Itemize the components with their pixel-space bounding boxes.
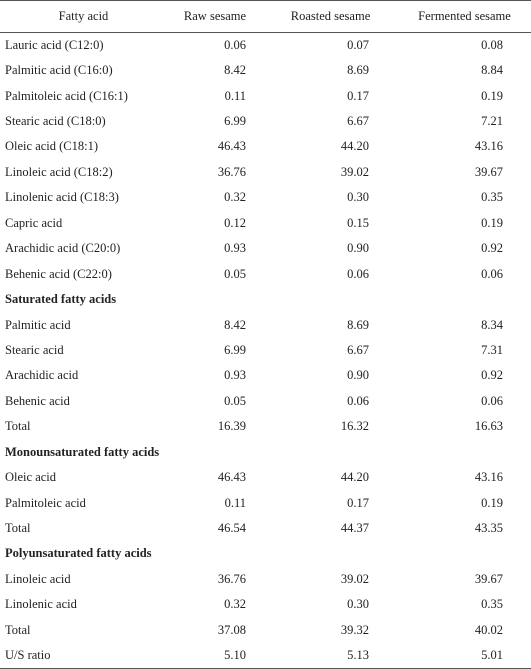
table-header xyxy=(0,1,531,33)
table-row xyxy=(0,236,531,261)
table-row xyxy=(0,109,531,134)
raw-sesame-value: 8.42 xyxy=(224,317,246,332)
fermented-sesame-value: 0.35 xyxy=(481,597,503,612)
raw-sesame-value: 0.32 xyxy=(224,597,246,612)
raw-sesame-value: 46.43 xyxy=(217,470,246,485)
roasted-sesame-value: 39.02 xyxy=(340,164,369,179)
roasted-sesame-value: 39.02 xyxy=(340,571,369,586)
raw-sesame-value: 46.43 xyxy=(217,139,246,154)
table-row xyxy=(0,516,531,541)
row-label: Linolenic acid xyxy=(5,597,77,612)
raw-sesame-value: 36.76 xyxy=(217,164,246,179)
row-label: Lauric acid (C12:0) xyxy=(5,37,104,52)
raw-sesame-value: 0.32 xyxy=(224,190,246,205)
row-label: Oleic acid xyxy=(5,470,57,485)
raw-sesame-value: 46.54 xyxy=(217,521,246,536)
row-label: Linoleic acid xyxy=(5,571,71,586)
raw-sesame-value: 0.11 xyxy=(224,495,246,510)
fermented-sesame-value: 43.16 xyxy=(474,139,503,154)
section-title: Saturated fatty acids xyxy=(5,292,117,307)
raw-sesame-value: 0.06 xyxy=(224,37,246,52)
section-header-row xyxy=(0,287,531,312)
fermented-sesame-value: 43.16 xyxy=(474,470,503,485)
row-label: Total xyxy=(5,419,31,434)
row-label: Total xyxy=(5,622,31,637)
roasted-sesame-value: 8.69 xyxy=(347,317,369,332)
fermented-sesame-value: 0.19 xyxy=(481,215,503,230)
row-label: Arachidic acid xyxy=(5,368,79,383)
fermented-sesame-value: 0.92 xyxy=(481,368,503,383)
fermented-sesame-value: 39.67 xyxy=(474,164,503,179)
raw-sesame-value: 6.99 xyxy=(224,114,246,129)
raw-sesame-value: 6.99 xyxy=(224,342,246,357)
raw-sesame-value: 0.11 xyxy=(224,88,246,103)
section-header-row xyxy=(0,440,531,465)
roasted-sesame-value: 44.20 xyxy=(340,470,369,485)
row-label: Behenic acid (C22:0) xyxy=(5,266,112,281)
roasted-sesame-value: 16.32 xyxy=(340,419,369,434)
table-row xyxy=(0,465,531,490)
raw-sesame-value: 0.93 xyxy=(224,368,246,383)
raw-sesame-value: 37.08 xyxy=(217,622,246,637)
header-row xyxy=(0,1,531,33)
table-row xyxy=(0,592,531,617)
roasted-sesame-value: 6.67 xyxy=(347,342,369,357)
row-label: Palmitoleic acid xyxy=(5,495,86,510)
section-title: Monounsaturated fatty acids xyxy=(5,444,160,459)
fermented-sesame-value: 39.67 xyxy=(474,571,503,586)
row-label: Total xyxy=(5,521,31,536)
fermented-sesame-value: 0.19 xyxy=(481,88,503,103)
raw-sesame-value: 0.05 xyxy=(224,266,246,281)
fermented-sesame-value: 43.35 xyxy=(474,521,503,536)
row-label: Palmitic acid (C16:0) xyxy=(5,63,113,78)
table-row xyxy=(0,618,531,643)
table-row xyxy=(0,389,531,414)
roasted-sesame-value: 0.15 xyxy=(347,215,369,230)
table-body xyxy=(0,33,531,669)
row-label: Linoleic acid (C18:2) xyxy=(5,164,113,179)
table-row xyxy=(0,363,531,388)
fermented-sesame-value: 5.01 xyxy=(398,643,531,668)
column-header-fatty-acid: Fatty acid xyxy=(0,1,167,33)
table-row xyxy=(0,185,531,210)
roasted-sesame-value: 0.30 xyxy=(347,190,369,205)
roasted-sesame-value: 0.90 xyxy=(347,368,369,383)
roasted-sesame-value: 0.30 xyxy=(347,597,369,612)
table-row xyxy=(0,160,531,185)
roasted-sesame-value: 0.07 xyxy=(347,37,369,52)
table-row xyxy=(0,414,531,439)
raw-sesame-value: 5.10 xyxy=(167,643,263,668)
section-title: Polyunsaturated fatty acids xyxy=(5,546,152,561)
table-row xyxy=(0,33,531,58)
table-row xyxy=(0,83,531,108)
row-label: Oleic acid (C18:1) xyxy=(5,139,99,154)
fermented-sesame-value: 40.02 xyxy=(474,622,503,637)
raw-sesame-value: 0.12 xyxy=(224,215,246,230)
roasted-sesame-value: 44.37 xyxy=(340,521,369,536)
raw-sesame-value: 0.05 xyxy=(224,393,246,408)
row-label: U/S ratio xyxy=(0,643,167,668)
row-label: Palmitic acid xyxy=(5,317,71,332)
row-label: Behenic acid xyxy=(5,393,70,408)
roasted-sesame-value: 0.17 xyxy=(347,88,369,103)
fermented-sesame-value: 7.31 xyxy=(481,342,503,357)
raw-sesame-value: 36.76 xyxy=(217,571,246,586)
roasted-sesame-value: 0.06 xyxy=(347,266,369,281)
roasted-sesame-value: 0.06 xyxy=(347,393,369,408)
column-header-raw-sesame: Raw sesame xyxy=(167,1,263,33)
fermented-sesame-value: 0.06 xyxy=(481,393,503,408)
section-header-row xyxy=(0,541,531,566)
table-row xyxy=(0,643,531,668)
column-header-fermented-sesame: Fermented sesame xyxy=(398,1,531,33)
row-label: Arachidic acid (C20:0) xyxy=(5,241,121,256)
fermented-sesame-value: 8.34 xyxy=(481,317,503,332)
fermented-sesame-value: 0.35 xyxy=(481,190,503,205)
roasted-sesame-value: 5.13 xyxy=(263,643,398,668)
table-row xyxy=(0,134,531,159)
table-row xyxy=(0,490,531,515)
table-row xyxy=(0,261,531,286)
table-row xyxy=(0,338,531,363)
fermented-sesame-value: 7.21 xyxy=(481,114,503,129)
raw-sesame-value: 0.93 xyxy=(224,241,246,256)
roasted-sesame-value: 8.69 xyxy=(347,63,369,78)
table-row xyxy=(0,211,531,236)
column-header-roasted-sesame: Roasted sesame xyxy=(263,1,398,33)
raw-sesame-value: 8.42 xyxy=(224,63,246,78)
table-row xyxy=(0,58,531,83)
roasted-sesame-value: 39.32 xyxy=(340,622,369,637)
row-label: Stearic acid (C18:0) xyxy=(5,114,106,129)
roasted-sesame-value: 44.20 xyxy=(340,139,369,154)
row-label: Linolenic acid (C18:3) xyxy=(5,190,119,205)
fermented-sesame-value: 0.92 xyxy=(481,241,503,256)
table-row xyxy=(0,567,531,592)
roasted-sesame-value: 6.67 xyxy=(347,114,369,129)
roasted-sesame-value: 0.17 xyxy=(347,495,369,510)
fermented-sesame-value: 8.84 xyxy=(481,63,503,78)
fermented-sesame-value: 0.19 xyxy=(481,495,503,510)
row-label: Capric acid xyxy=(5,215,63,230)
fermented-sesame-value: 0.08 xyxy=(481,37,503,52)
row-label: Palmitoleic acid (C16:1) xyxy=(5,88,128,103)
row-label: Stearic acid xyxy=(5,342,64,357)
fermented-sesame-value: 16.63 xyxy=(474,419,503,434)
raw-sesame-value: 16.39 xyxy=(217,419,246,434)
roasted-sesame-value: 0.90 xyxy=(347,241,369,256)
table-row xyxy=(0,312,531,337)
fermented-sesame-value: 0.06 xyxy=(481,266,503,281)
